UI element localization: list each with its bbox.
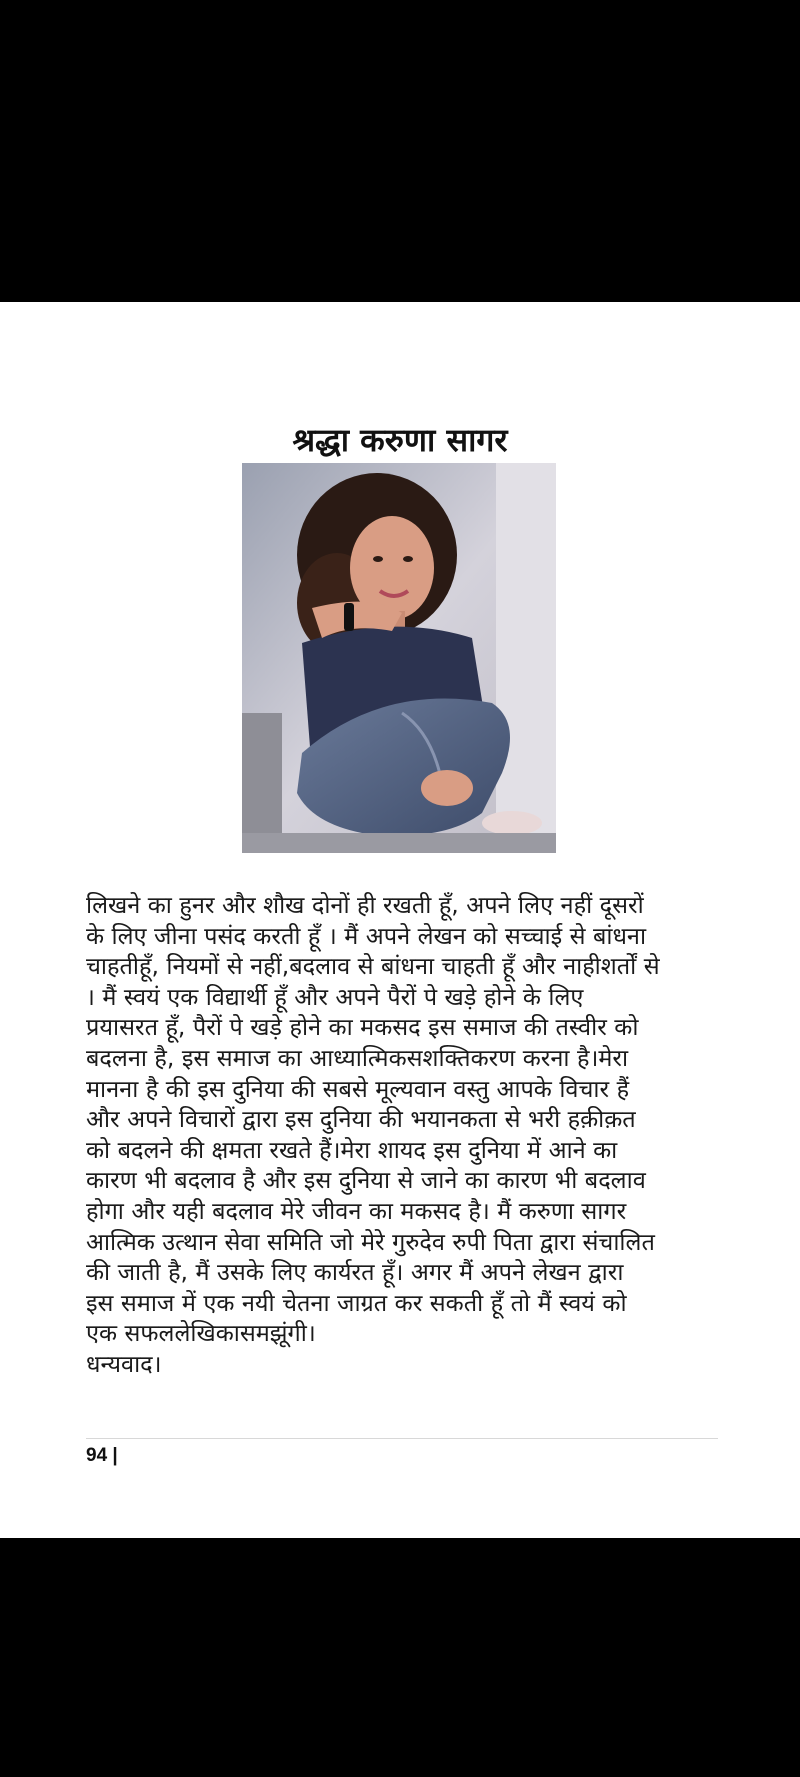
body-line: आत्मिक उत्थान सेवा समिति जो मेरे गुरुदेव रुपी पिता द्वारा संचालित <box>86 1227 655 1256</box>
author-photo <box>242 463 556 853</box>
body-line: के लिए जीना पसंद करती हूँ । मैं अपने लेखन को सच्चाई से बांधना <box>86 921 647 950</box>
footer-divider <box>86 1438 718 1439</box>
body-line: इस समाज में एक नयी चेतना जाग्रत कर सकती हूँ तो मैं स्वयं को <box>86 1288 627 1317</box>
top-black-bar <box>0 0 800 302</box>
body-line: चाहतीहूँ, नियमों से नहीं,बदलाव से बांधना चाहती हूँ और नाहीशर्तों से <box>86 952 660 981</box>
body-line: बदलना है, इस समाज का आध्यात्मिकसशक्तिकरण करना है।मेरा <box>86 1043 629 1072</box>
document-page[interactable] <box>0 302 800 1538</box>
body-line: लिखने का हुनर और शौख दोनों ही रखती हूँ, अपने लिए नहीं दूसरों <box>86 891 644 919</box>
page-title: श्रद्धा करुणा सागर <box>292 421 508 459</box>
body-line: को बदलने की क्षमता रखते हैं।मेरा शायद इस दुनिया में आने का <box>86 1135 618 1164</box>
bottom-black-bar <box>0 1538 800 1777</box>
author-photo-illustration <box>242 463 556 853</box>
body-line: प्रयासरत हूँ, पैरों पे खड़े होने का मकसद इस समाज की तस्वीर को <box>86 1013 639 1042</box>
body-line: । मैं स्वयं एक विद्यार्थी हूँ और अपने पैरों पे खड़े होने के लिए <box>86 982 584 1011</box>
body-line: और अपने विचारों द्वारा इस दुनिया की भयानकता से भरी हक़ीक़त <box>86 1105 636 1134</box>
page-number: 94 | <box>86 1445 118 1466</box>
body-line: मानना है की इस दुनिया की सबसे मूल्यवान वस्तु आपके विचार हैं <box>86 1074 630 1103</box>
closing-line: धन्यवाद। <box>86 1349 162 1378</box>
body-paragraph <box>86 890 722 1380</box>
body-line: की जाती है, मैं उसके लिए कार्यरत हूँ। अगर मैं अपने लेखन द्वारा <box>86 1258 624 1287</box>
body-line: कारण भी बदलाव है और इस दुनिया से जाने का कारण भी बदलाव <box>86 1166 646 1195</box>
body-line: होगा और यही बदलाव मेरे जीवन का मकसद है। मैं करुणा सागर <box>86 1196 627 1225</box>
body-line: एक सफललेखिकासमझूंगी। <box>86 1319 316 1348</box>
